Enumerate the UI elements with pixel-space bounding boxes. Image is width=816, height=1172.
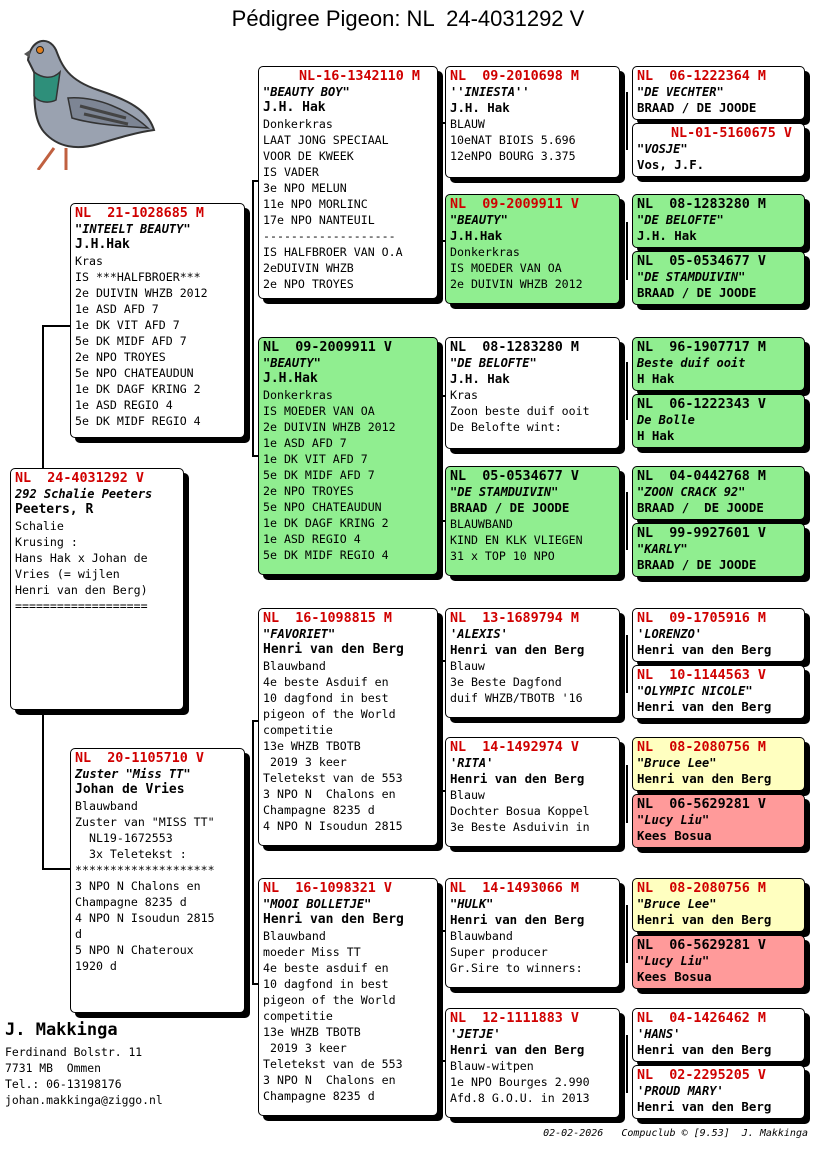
- info-line: 17e NPO NANTEUIL: [263, 213, 375, 227]
- pigeon-name: 'HANS': [637, 1027, 681, 1041]
- info-line: Blauw: [450, 788, 485, 802]
- pigeon-name: 292 Schalie Peeters: [15, 487, 153, 501]
- info-line: 31 x TOP 10 NPO: [450, 549, 555, 563]
- ring-number: NL 06-1222343 V: [637, 397, 766, 412]
- info-line: 1e ASD AFD 7: [75, 302, 159, 316]
- owner: J.H.Hak: [263, 371, 318, 386]
- pigeon-name: "DE STAMDUIVIN": [450, 485, 559, 499]
- owner: H Hak: [637, 428, 675, 443]
- pigeon-name: "Lucy Liu": [637, 954, 710, 968]
- info-line: NL19-1672553: [75, 831, 173, 845]
- gen3-card[interactable]: [445, 194, 620, 304]
- info-line: 2e DUIVIN WHZB 2012: [450, 277, 583, 291]
- pigeon-name: "BEAUTY": [450, 213, 508, 227]
- gen4-card[interactable]: [632, 66, 805, 120]
- pigeon-name: "DE STAMDUIVIN": [637, 270, 746, 284]
- info-line: Donkerkras: [263, 117, 333, 131]
- info-line: Krusing :: [15, 535, 78, 549]
- info-line: 4 NPO N Isoudun 2815: [263, 819, 403, 833]
- info-line: 4e beste asduif en: [263, 961, 389, 975]
- ring-number: NL 12-1111883 V: [450, 1011, 579, 1026]
- gen4-card[interactable]: [632, 466, 805, 520]
- info-line: 1e NPO Bourges 2.990: [450, 1075, 590, 1089]
- gen3-card[interactable]: [445, 1008, 620, 1118]
- info-line: 4 NPO N Isoudun 2815: [75, 911, 215, 925]
- info-line: 2eDUIVIN WHZB: [263, 261, 354, 275]
- info-line: Kras: [75, 254, 103, 268]
- info-line: Champagne 8235 d: [263, 803, 375, 817]
- pigeon-name: "DE VECHTER": [637, 85, 724, 99]
- pigeon-name: "VOSJE": [637, 142, 688, 156]
- breeder-address: Ferdinand Bolstr. 11: [5, 1045, 143, 1059]
- info-line: 5e NPO CHATEAUDUN: [75, 366, 194, 380]
- gen4-card[interactable]: [632, 394, 805, 448]
- ring-number: NL 16-1098321 V: [263, 881, 392, 896]
- info-line: pigeon of the World: [263, 707, 396, 721]
- info-line: 5e DK MIDF AFD 7: [263, 468, 375, 482]
- info-line: -------------------: [263, 229, 396, 243]
- fm-card[interactable]: [258, 337, 438, 575]
- ring-number: NL 13-1689794 M: [450, 611, 579, 626]
- gen4-card[interactable]: [632, 794, 805, 848]
- info-line: 1e DK VIT AFD 7: [263, 452, 368, 466]
- info-line: 5e DK MIDF REGIO 4: [75, 414, 201, 428]
- owner: Henri van den Berg: [450, 642, 585, 657]
- owner: Henri van den Berg: [450, 1042, 585, 1057]
- info-line: 10eNAT BIOIS 5.696: [450, 133, 576, 147]
- owner: Johan de Vries: [75, 782, 185, 797]
- info-line: Blauwband: [263, 929, 326, 943]
- owner: H Hak: [637, 371, 675, 386]
- ring-number: NL 10-1144563 V: [637, 668, 766, 683]
- owner: Kees Bosua: [637, 969, 712, 984]
- ring-number: NL 08-2080756 M: [637, 740, 766, 755]
- info-line: Super producer: [450, 945, 548, 959]
- info-line: 11e NPO MORLINC: [263, 197, 368, 211]
- owner: J.H.Hak: [450, 228, 503, 243]
- pigeon-name: "ZOON CRACK 92": [637, 485, 746, 499]
- info-line: Teletekst van de 553: [263, 1057, 403, 1071]
- info-line: Kras: [450, 388, 478, 402]
- pigeon-name: "Bruce Lee": [637, 756, 717, 770]
- info-line: Blauwband: [263, 659, 326, 673]
- breeder-name: J. Makkinga: [5, 1020, 118, 1040]
- ring-number: NL 21-1028685 M: [75, 206, 204, 221]
- info-line: Hans Hak x Johan de: [15, 551, 148, 565]
- ring-number: NL 14-1493066 M: [450, 881, 579, 896]
- breeder-email[interactable]: johan.makkinga@ziggo.nl: [5, 1093, 163, 1107]
- owner: Henri van den Berg: [637, 771, 772, 786]
- ring-number: NL 09-2009911 V: [450, 197, 579, 212]
- info-line: VOOR DE KWEEK: [263, 149, 354, 163]
- pigeon-name: "OLYMPIC NICOLE": [637, 684, 753, 698]
- info-line: 2e DUIVIN WHZB 2012: [263, 420, 396, 434]
- gen3-card[interactable]: [445, 737, 620, 847]
- owner: Henri van den Berg: [263, 642, 404, 657]
- ring-number: NL 09-2009911 V: [263, 340, 392, 355]
- info-line: 12eNPO BOURG 3.375: [450, 149, 576, 163]
- owner: J.H.Hak: [75, 237, 130, 252]
- gen4-card[interactable]: [632, 665, 805, 719]
- owner: J.H. Hak: [263, 100, 326, 115]
- info-line: 4e beste Asduif en: [263, 675, 389, 689]
- ring-number: NL 96-1907717 M: [637, 340, 766, 355]
- pigeon-name: "DE BELOFTE": [450, 356, 537, 370]
- owner: Henri van den Berg: [450, 912, 585, 927]
- gen4-card[interactable]: [632, 737, 805, 791]
- info-line: competitie: [263, 1009, 333, 1023]
- info-line: Schalie: [15, 519, 64, 533]
- info-line: 2e NPO TROYES: [263, 277, 354, 291]
- ring-number: NL 08-2080756 M: [637, 881, 766, 896]
- ring-number: NL 16-1098815 M: [263, 611, 392, 626]
- info-line: Henri van den Berg): [15, 583, 148, 597]
- owner: Henri van den Berg: [263, 912, 404, 927]
- owner: Kees Bosua: [637, 828, 712, 843]
- info-line: ********************: [75, 863, 215, 877]
- pigeon-name: Zuster "Miss TT": [75, 767, 191, 781]
- owner: Peeters, R: [15, 502, 94, 517]
- info-line: 3e NPO MELUN: [263, 181, 347, 195]
- pigeon-name: "HULK": [450, 897, 494, 911]
- gen4-card[interactable]: [632, 1008, 805, 1062]
- owner: Henri van den Berg: [637, 642, 772, 657]
- ring-number: NL 09-1705916 M: [637, 611, 766, 626]
- ring-number: NL 24-4031292 V: [15, 471, 144, 486]
- ring-number: NL 05-0534677 V: [450, 469, 579, 484]
- gen3-card[interactable]: [445, 878, 620, 988]
- pigeon-name: "KARLY": [637, 542, 688, 556]
- owner: BRAAD / DE JOODE: [637, 500, 764, 515]
- gen3-card[interactable]: [445, 337, 620, 449]
- owner: J.H. Hak: [637, 228, 697, 243]
- pigeon-name: "Lucy Liu": [637, 813, 710, 827]
- ring-number: NL-16-1342110 M: [299, 69, 420, 84]
- pigeon-name: ''INIESTA'': [450, 85, 530, 99]
- info-line: Zoon beste duif ooit: [450, 404, 590, 418]
- info-line: 2e NPO TROYES: [263, 484, 354, 498]
- info-line: Donkerkras: [450, 245, 520, 259]
- ring-number: NL 06-1222364 M: [637, 69, 766, 84]
- pigeon-name: "FAVORIET": [263, 627, 336, 641]
- owner: Henri van den Berg: [637, 699, 772, 714]
- info-line: 5 NPO N Chateroux: [75, 943, 194, 957]
- info-line: Champagne 8235 d: [263, 1089, 375, 1103]
- gen3-card[interactable]: [445, 608, 620, 718]
- gen3-card[interactable]: [445, 466, 620, 576]
- pigeon-name: "Bruce Lee": [637, 897, 717, 911]
- info-line: Zuster van "MISS TT": [75, 815, 215, 829]
- gen4-card[interactable]: [632, 1065, 805, 1119]
- ring-number: NL-01-5160675 V: [671, 126, 792, 141]
- mm-card[interactable]: [258, 878, 438, 1116]
- info-line: pigeon of the World: [263, 993, 396, 1007]
- info-line: 1e ASD REGIO 4: [263, 532, 361, 546]
- info-line: 1e DK VIT AFD 7: [75, 318, 180, 332]
- info-line: Champagne 8235 d: [75, 895, 187, 909]
- ring-number: NL 08-1283280 M: [450, 340, 579, 355]
- owner: Henri van den Berg: [637, 1042, 772, 1057]
- info-line: 3 NPO N Chalons en: [75, 879, 201, 893]
- ring-number: NL 09-2010698 M: [450, 69, 579, 84]
- pigeon-icon: [8, 20, 158, 170]
- father-card[interactable]: [70, 203, 245, 438]
- breeder-phone: Tel.: 06-13198176: [5, 1077, 122, 1091]
- info-line: IS ***HALFBROER***: [75, 270, 201, 284]
- owner: J.H. Hak: [450, 100, 510, 115]
- info-line: 2e NPO TROYES: [75, 350, 166, 364]
- info-line: d: [75, 927, 82, 941]
- owner: BRAAD / DE JOODE: [637, 557, 757, 572]
- info-line: Vries (= wijlen: [15, 567, 120, 581]
- info-line: Gr.Sire to winners:: [450, 961, 583, 975]
- pigeon-name: De Bolle: [637, 413, 695, 427]
- info-line: 3x Teletekst :: [75, 847, 187, 861]
- info-line: IS VADER: [263, 165, 319, 179]
- ff-card[interactable]: [258, 66, 438, 299]
- mf-card[interactable]: [258, 608, 438, 846]
- pigeon-name: 'ALEXIS': [450, 627, 508, 641]
- info-line: 1e ASD REGIO 4: [75, 398, 173, 412]
- owner: BRAAD / DE JOODE: [637, 100, 757, 115]
- info-line: 1e ASD AFD 7: [263, 436, 347, 450]
- info-line: 1e DK DAGF KRING 2: [75, 382, 201, 396]
- info-line: 10 dagfond in best: [263, 691, 389, 705]
- pigeon-name: "BEAUTY BOY": [263, 85, 350, 99]
- info-line: 10 dagfond in best: [263, 977, 389, 991]
- info-line: Blauwband: [75, 799, 138, 813]
- info-line: 2e DUIVIN WHZB 2012: [75, 286, 208, 300]
- gen4-card[interactable]: [632, 523, 805, 577]
- pigeon-name: Beste duif ooit: [637, 356, 746, 370]
- info-line: 13e WHZB TBOTB: [263, 739, 361, 753]
- info-line: Blauwband: [450, 929, 513, 943]
- pigeon-name: "MOOI BOLLETJE": [263, 897, 372, 911]
- info-line: Dochter Bosua Koppel: [450, 804, 590, 818]
- ring-number: NL 14-1492974 V: [450, 740, 579, 755]
- info-line: 3e Beste Dagfond: [450, 675, 562, 689]
- ring-number: NL 20-1105710 V: [75, 751, 204, 766]
- info-line: 3 NPO N Chalons en: [263, 1073, 396, 1087]
- info-line: 5e NPO CHATEAUDUN: [263, 500, 382, 514]
- gen4-card[interactable]: [632, 935, 805, 989]
- info-line: 5e DK MIDF REGIO 4: [263, 548, 389, 562]
- info-line: competitie: [263, 723, 333, 737]
- info-line: ===================: [15, 599, 148, 613]
- info-line: Teletekst van de 553: [263, 771, 403, 785]
- ring-number: NL 99-9927601 V: [637, 526, 766, 541]
- pigeon-name: 'RITA': [450, 756, 494, 770]
- info-line: 2019 3 keer: [263, 1041, 347, 1055]
- gen4-card[interactable]: [632, 194, 805, 248]
- page-title: Pédigree Pigeon: NL 24-4031292 V: [231, 6, 585, 31]
- breeder-address: 7731 MB Ommen: [5, 1061, 102, 1075]
- ring-number: NL 02-2295205 V: [637, 1068, 766, 1083]
- pigeon-name: 'LORENZO': [637, 627, 703, 641]
- owner: Henri van den Berg: [637, 912, 772, 927]
- info-line: BLAUWBAND: [450, 517, 513, 531]
- ring-number: NL 04-0442768 M: [637, 469, 766, 484]
- pigeon-name: "BEAUTY": [263, 356, 321, 370]
- info-line: KIND EN KLK VLIEGEN: [450, 533, 583, 547]
- info-line: 3e Beste Asduivin in: [450, 820, 590, 834]
- pigeon-name: 'JETJE': [450, 1027, 501, 1041]
- info-line: IS HALFBROER VAN O.A: [263, 245, 403, 259]
- gen4-card[interactable]: [632, 123, 805, 177]
- info-line: 2019 3 keer: [263, 755, 347, 769]
- ring-number: NL 05-0534677 V: [637, 254, 766, 269]
- pigeon-name: "INTEELT BEAUTY": [75, 222, 191, 236]
- info-line: IS MOEDER VAN OA: [450, 261, 562, 275]
- ring-number: NL 06-5629281 V: [637, 938, 766, 953]
- owner: J.H. Hak: [450, 371, 510, 386]
- mother-card[interactable]: [70, 748, 245, 1013]
- info-line: LAAT JONG SPECIAAL: [263, 133, 389, 147]
- gen3-card[interactable]: [445, 66, 620, 178]
- info-line: De Belofte wint:: [450, 420, 562, 434]
- owner: Henri van den Berg: [450, 771, 585, 786]
- owner: BRAAD / DE JOODE: [637, 285, 757, 300]
- pigeon-name: 'PROUD MARY': [637, 1084, 724, 1098]
- info-line: Blauw-witpen: [450, 1059, 534, 1073]
- info-line: 13e WHZB TBOTB: [263, 1025, 361, 1039]
- ring-number: NL 08-1283280 M: [637, 197, 766, 212]
- main-pigeon-card[interactable]: [10, 468, 184, 710]
- info-line: Donkerkras: [263, 388, 333, 402]
- info-line: 3 NPO N Chalons en: [263, 787, 396, 801]
- gen4-card[interactable]: [632, 608, 805, 662]
- owner: BRAAD / DE JOODE: [450, 500, 570, 515]
- info-line: BLAUW: [450, 117, 485, 131]
- ring-number: NL 04-1426462 M: [637, 1011, 766, 1026]
- pigeon-name: "DE BELOFTE": [637, 213, 724, 227]
- footer-credit: 02-02-2026 Compuclub © [9.53] J. Makkinga: [543, 1128, 808, 1139]
- info-line: moeder Miss TT: [263, 945, 361, 959]
- gen4-card[interactable]: [632, 337, 805, 391]
- info-line: Blauw: [450, 659, 485, 673]
- owner: Henri van den Berg: [637, 1099, 772, 1114]
- info-line: duif WHZB/TBOTB '16: [450, 691, 583, 705]
- gen4-card[interactable]: [632, 878, 805, 932]
- info-line: Afd.8 G.O.U. in 2013: [450, 1091, 590, 1105]
- info-line: IS MOEDER VAN OA: [263, 404, 375, 418]
- info-line: 1e DK DAGF KRING 2: [263, 516, 389, 530]
- gen4-card[interactable]: [632, 251, 805, 305]
- info-line: 5e DK MIDF AFD 7: [75, 334, 187, 348]
- owner: Vos, J.F.: [637, 157, 705, 172]
- ring-number: NL 06-5629281 V: [637, 797, 766, 812]
- info-line: 1920 d: [75, 959, 117, 973]
